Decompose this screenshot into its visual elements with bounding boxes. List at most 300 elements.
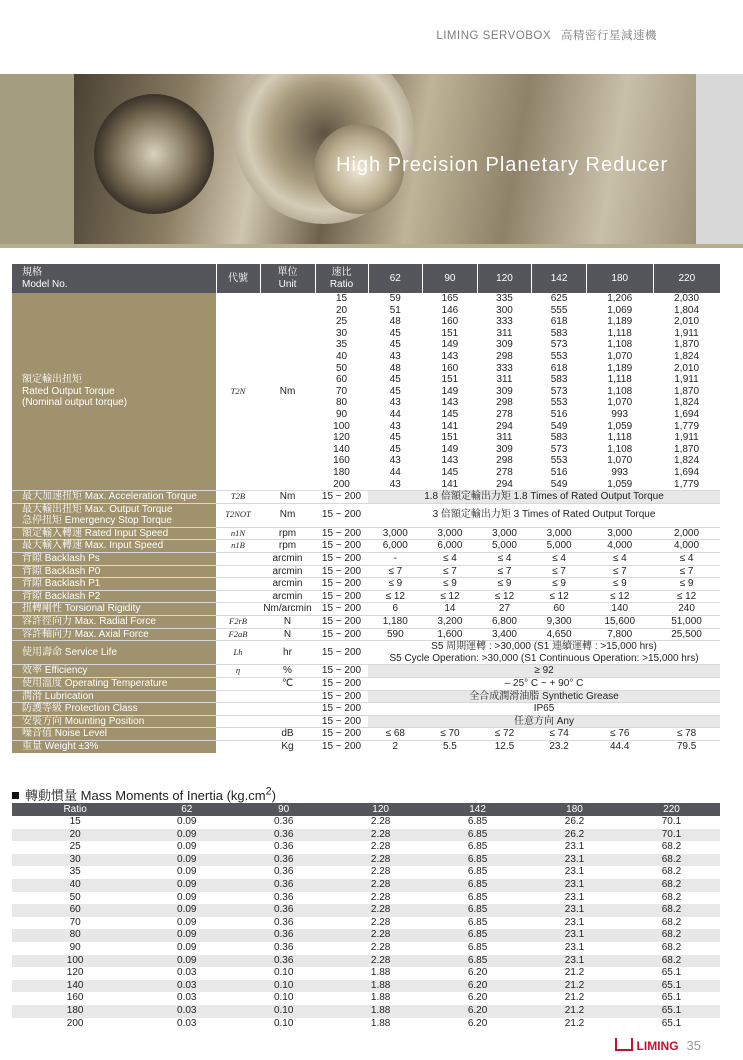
inertia-row [12, 904, 720, 917]
inertia-cell: 23.1 [564, 891, 585, 903]
ratio-cell: 15 ~ 200 [315, 565, 368, 578]
torque-value: 278 [496, 408, 513, 420]
spec-value: 1.8 倍額定輸出力矩 1.8 Times of Rated Output Torque [368, 491, 720, 504]
banner-side-strip [696, 74, 743, 248]
inertia-cell: 0.09 [138, 829, 235, 842]
spec-unit: arcmin [260, 553, 315, 566]
inertia-cell: 6.85 [429, 955, 526, 968]
inertia-cell: 23.1 [564, 866, 585, 878]
inertia-cell: 26.2 [526, 829, 623, 842]
torque-value: 309 [496, 443, 513, 455]
spec-symbol [216, 728, 260, 741]
spec-value: 5,000 [477, 540, 532, 553]
spec-row [12, 715, 720, 728]
inertia-cell: 0.10 [235, 1005, 332, 1018]
torque-value: 1,824 [674, 397, 700, 409]
page-header [436, 27, 657, 43]
inertia-cell: 0.09 [177, 941, 197, 953]
torque-value: 1,824 [674, 455, 700, 467]
spec-label: 最大輸入轉速 Max. Input Speed [12, 540, 216, 553]
spec-value: ≤ 7 [477, 565, 532, 578]
spec-value: ≤ 9 [653, 578, 720, 591]
ratio-cell: 15 [335, 293, 348, 304]
torque-value: 149 [441, 443, 459, 455]
inertia-row [12, 841, 720, 854]
spec-row [12, 527, 720, 540]
spec-value: 60 [532, 603, 587, 616]
ratio-cell: 15 ~ 200 [315, 703, 368, 716]
spec-symbol [216, 678, 260, 691]
ratio-cell: 15 ~ 200 [315, 540, 368, 553]
torque-value: 1,059 [607, 420, 633, 432]
spec-label: 效率 Efficiency [12, 665, 216, 678]
inertia-cell: 0.36 [273, 891, 294, 903]
torque-value: 618 [550, 316, 568, 328]
inertia-cell: 65.1 [623, 980, 720, 993]
torque-value: 294 [496, 420, 513, 432]
torque-value: 151 [441, 374, 459, 386]
torque-value: 141 [441, 478, 459, 490]
spec-label: 背隙 Backlash P1 [12, 578, 216, 591]
brand-name: LIMING SERVOBOX [436, 30, 551, 42]
spec-label: 使用壽命 Service Life [12, 641, 216, 665]
spec-unit: arcmin [260, 590, 315, 603]
spec-label: 最大加速扭矩 Max. Acceleration Torque [12, 491, 216, 504]
spec-value: ≤ 9 [423, 578, 478, 591]
inertia-cell: 0.09 [138, 904, 235, 917]
spec-row [12, 690, 720, 703]
torque-value: 145 [441, 466, 459, 478]
inertia-header: 62 [138, 803, 235, 816]
torque-value: 1,118 [607, 432, 632, 444]
inertia-cell: 0.36 [273, 941, 294, 953]
inertia-row [12, 879, 720, 892]
torque-value: 44 [389, 466, 401, 478]
spec-symbol: F2aB [216, 628, 260, 641]
spec-symbol [216, 578, 260, 591]
inertia-cell: 68.2 [661, 866, 682, 878]
inertia-cell: 15 [69, 816, 81, 827]
torque-value: 43 [389, 397, 401, 409]
spec-value: 3,200 [423, 616, 478, 629]
inertia-cell: 35 [69, 866, 81, 878]
spec-unit: arcmin [260, 578, 315, 591]
spec-row [12, 603, 720, 616]
spec-value: 4,000 [653, 540, 720, 553]
spec-value: ≤ 4 [423, 553, 478, 566]
inertia-cell: 2.28 [370, 941, 391, 953]
spec-value: ≤ 70 [423, 728, 478, 741]
inertia-cell: 0.03 [138, 980, 235, 993]
spec-label: 使用溫度 Operating Temperature [12, 678, 216, 691]
spec-row [12, 728, 720, 741]
spec-value: 6,000 [368, 540, 423, 553]
inertia-cell: 160 [66, 992, 84, 1004]
inertia-cell: 68.2 [623, 879, 720, 892]
spec-row [12, 491, 720, 504]
inertia-header: 90 [235, 803, 332, 816]
inertia-cell: 0.09 [177, 891, 197, 903]
torque-value: 149 [441, 385, 459, 397]
inertia-cell: 80 [12, 929, 138, 942]
size-header: 142 [532, 264, 587, 293]
ratio-cell: 35 [335, 339, 348, 351]
torque-value: 309 [496, 339, 513, 351]
spec-value: IP65 [368, 703, 720, 716]
ratio-cell: 70 [335, 385, 348, 397]
torque-value: 573 [550, 443, 568, 455]
inertia-cell: 21.2 [564, 1017, 585, 1029]
spec-label: 額定輸入轉速 Rated Input Speed [12, 527, 216, 540]
inertia-cell: 100 [12, 955, 138, 968]
spec-label: 背隙 Backlash Ps [12, 553, 216, 566]
inertia-cell: 6.85 [429, 879, 526, 892]
torque-value: 45 [389, 443, 401, 455]
inertia-cell: 2.28 [332, 929, 429, 942]
spec-value: 23.2 [532, 740, 587, 752]
inertia-row [12, 854, 720, 867]
inertia-cell: 2.28 [332, 904, 429, 917]
ratio-cell: 80 [335, 397, 348, 409]
spec-value: 3,000 [423, 527, 478, 540]
product-line-cn: 高精密行星減速機 [561, 30, 657, 42]
liming-logo-icon [615, 1038, 633, 1051]
torque-value: 553 [550, 455, 568, 467]
spec-unit: hr [260, 641, 315, 665]
inertia-cell: 21.2 [564, 967, 585, 979]
torque-value: 1,804 [674, 304, 700, 316]
size-header: 220 [653, 264, 720, 293]
spec-value: 3 倍額定輸出力矩 3 Times of Rated Output Torque [368, 503, 720, 527]
ratio-cell: 100 [333, 420, 350, 432]
inertia-cell: 40 [12, 879, 138, 892]
inertia-row [12, 829, 720, 842]
inertia-cell: 68.2 [661, 916, 682, 928]
spec-unit: rpm [260, 527, 315, 540]
spec-label: 背隙 Backlash P0 [12, 565, 216, 578]
inertia-cell: 6.85 [429, 904, 526, 917]
inertia-cell: 0.03 [177, 1017, 197, 1029]
inertia-row [12, 955, 720, 968]
inertia-cell: 0.36 [273, 841, 294, 853]
size-header: 120 [477, 264, 532, 293]
inertia-cell: 0.36 [235, 879, 332, 892]
inertia-cell: 6.20 [429, 980, 526, 993]
spec-value: 15,600 [586, 616, 653, 629]
torque-value: 516 [550, 466, 568, 478]
spec-symbol: T2B [216, 491, 260, 504]
torque-value: 311 [496, 374, 513, 386]
inertia-cell: 120 [66, 967, 84, 979]
ratio-cell: 20 [335, 304, 348, 316]
spec-row [12, 740, 720, 752]
spec-value: ≤ 7 [423, 565, 478, 578]
torque-value: 45 [389, 339, 401, 351]
ratio-cell: 15 ~ 200 [315, 678, 368, 691]
spec-row [12, 553, 720, 566]
spec-unit: rpm [260, 540, 315, 553]
inertia-cell: 0.09 [138, 955, 235, 968]
spec-value: ≤ 7 [368, 565, 423, 578]
inertia-row [12, 1018, 720, 1031]
ratio-cell: 15 ~ 200 [315, 503, 368, 527]
inertia-cell: 23.1 [564, 941, 585, 953]
spec-value: 140 [586, 603, 653, 616]
spec-symbol: T2NOT [216, 503, 260, 527]
torque-value: 333 [496, 316, 513, 328]
torque-value: 1,694 [674, 466, 700, 478]
inertia-cell: 2.28 [370, 916, 391, 928]
spec-label: 噪音值 Noise Level [12, 728, 216, 741]
spec-label: 扭轉剛性 Torsional Rigidity [12, 603, 216, 616]
ratio-cell: 30 [335, 327, 348, 339]
ratio-cell: 15 ~ 200 [315, 578, 368, 591]
spec-unit [260, 703, 315, 716]
inertia-cell: 23.1 [526, 879, 623, 892]
ratio-cell: 180 [333, 466, 350, 478]
spec-unit: N [260, 616, 315, 629]
spec-value: ≤ 7 [653, 565, 720, 578]
torque-unit: Nm [279, 385, 296, 397]
torque-value: 549 [550, 420, 568, 432]
inertia-cell: 0.09 [177, 841, 197, 853]
inertia-header: Ratio [12, 803, 138, 816]
spec-symbol [216, 715, 260, 728]
inertia-row [12, 942, 720, 955]
inertia-heading: 轉動慣量 Mass Moments of Inertia $(kg.cm^2)$ [12, 785, 276, 804]
hero-banner [0, 74, 743, 248]
spec-value: ≤ 12 [653, 590, 720, 603]
inertia-row [12, 1005, 720, 1018]
spec-value: ≤ 76 [586, 728, 653, 741]
inertia-cell: 65.1 [661, 992, 682, 1004]
inertia-cell: 0.03 [138, 1005, 235, 1018]
ratio-cell: 60 [335, 374, 348, 386]
spec-label: 重量 Weight ±3% [12, 740, 216, 752]
inertia-cell: 70.1 [661, 816, 682, 827]
inertia-cell: 1.88 [332, 980, 429, 993]
spec-value: ≤ 72 [477, 728, 532, 741]
torque-value: 555 [550, 304, 568, 316]
torque-value: 1,870 [674, 385, 700, 397]
size-header: 62 [368, 264, 423, 293]
spec-symbol [216, 590, 260, 603]
ratio-cell: 25 [335, 316, 348, 328]
torque-value: 298 [496, 350, 513, 362]
spec-unit: % [260, 665, 315, 678]
torque-value: 1,189 [607, 362, 633, 374]
rated-output-torque-label: 額定輸出扭矩 Rated Output Torque (Nominal output torque) [12, 293, 216, 491]
torque-value: 2,010 [674, 316, 700, 328]
ratio-header: 速比 Ratio [315, 264, 368, 293]
torque-value: 1,118 [607, 374, 632, 386]
spec-value: ≤ 7 [532, 565, 587, 578]
torque-value: 573 [550, 385, 568, 397]
torque-value: 43 [389, 455, 401, 467]
spec-value: ≤ 12 [586, 590, 653, 603]
inertia-header: 220 [623, 803, 720, 816]
inertia-cell: 2.28 [332, 879, 429, 892]
torque-value: 1,824 [674, 350, 700, 362]
spec-value: ≤ 12 [477, 590, 532, 603]
torque-value: 1,118 [607, 327, 632, 339]
torque-value: 553 [550, 350, 568, 362]
banner-title: High Precision Planetary Reducer [336, 154, 669, 176]
torque-value: 143 [441, 397, 459, 409]
spec-row [12, 578, 720, 591]
torque-value: 583 [550, 374, 568, 386]
torque-value: 311 [496, 327, 513, 339]
inertia-cell: 65.1 [623, 1005, 720, 1018]
inertia-cell: 23.1 [564, 841, 585, 853]
inertia-cell: 0.10 [273, 1017, 294, 1029]
spec-label: 防護等級 Protection Class [12, 703, 216, 716]
inertia-cell: 1.88 [370, 967, 391, 979]
spec-row [12, 678, 720, 691]
spec-value: 7,800 [586, 628, 653, 641]
ratio-cell: 120 [333, 432, 350, 444]
torque-value: 151 [441, 432, 459, 444]
torque-value: 1,070 [607, 350, 633, 362]
inertia-cell: 6.20 [429, 1005, 526, 1018]
torque-value: 45 [389, 327, 401, 339]
inertia-cell: 26.2 [564, 816, 585, 827]
spec-value: 3,000 [477, 527, 532, 540]
inertia-cell: 6.85 [429, 929, 526, 942]
spec-symbol: n1B [216, 540, 260, 553]
inertia-cell: 0.10 [235, 980, 332, 993]
spec-label: 潤滑 Lubrication [12, 690, 216, 703]
spec-symbol [216, 703, 260, 716]
ratio-cell: 15 ~ 200 [315, 628, 368, 641]
inertia-header: 142 [429, 803, 526, 816]
spec-unit [260, 715, 315, 728]
spec-label: 容許軸向力 Max. Axial Force [12, 628, 216, 641]
spec-value: 51,000 [653, 616, 720, 629]
inertia-cell: 23.1 [526, 929, 623, 942]
ratio-cell: 50 [335, 362, 348, 374]
spec-unit: arcmin [260, 565, 315, 578]
inertia-cell: 2.28 [370, 841, 391, 853]
spec-value: 3,000 [586, 527, 653, 540]
spec-row [12, 628, 720, 641]
spec-value: 44.4 [586, 740, 653, 752]
spec-symbol [216, 553, 260, 566]
spec-symbol: Lh [216, 641, 260, 665]
torque-value: 298 [496, 455, 513, 467]
torque-value: 309 [496, 385, 513, 397]
spec-value: ≤ 4 [477, 553, 532, 566]
spec-value: 12.5 [477, 740, 532, 752]
torque-value: 143 [441, 350, 459, 362]
spec-value: ≤ 9 [532, 578, 587, 591]
inertia-cell: 0.09 [138, 854, 235, 867]
inertia-cell: 70.1 [623, 829, 720, 842]
torque-value: 1,911 [674, 327, 699, 339]
inertia-cell: 0.36 [235, 854, 332, 867]
torque-value: 1,070 [607, 397, 633, 409]
inertia-cell: 200 [66, 1017, 84, 1029]
torque-value: 149 [441, 339, 459, 351]
spec-value: ≤ 12 [368, 590, 423, 603]
inertia-cell: 68.2 [661, 891, 682, 903]
spec-label: 安裝方向 Mounting Position [12, 715, 216, 728]
torque-value: 1,189 [607, 316, 633, 328]
spec-value: 2 [368, 740, 423, 752]
spec-value: ≤ 74 [532, 728, 587, 741]
inertia-row [12, 967, 720, 980]
inertia-cell: 68.2 [661, 941, 682, 953]
inertia-cell: 0.36 [235, 904, 332, 917]
inertia-cell: 30 [12, 854, 138, 867]
spec-value: 5.5 [423, 740, 478, 752]
torque-value: 146 [441, 304, 459, 316]
inertia-header: 120 [332, 803, 429, 816]
spec-unit: ℃ [260, 678, 315, 691]
ratio-cell: 15 ~ 200 [315, 590, 368, 603]
torque-value: 549 [550, 478, 568, 490]
spec-value: 590 [368, 628, 423, 641]
inertia-table [12, 803, 720, 1030]
inertia-cell: 6.20 [467, 967, 488, 979]
inertia-cell: 6.85 [467, 891, 488, 903]
inertia-cell: 2.28 [370, 891, 391, 903]
spec-unit: Nm [260, 491, 315, 504]
spec-value: 6 [368, 603, 423, 616]
inertia-cell: 1.88 [332, 1005, 429, 1018]
spec-value: 14 [423, 603, 478, 616]
torque-value: 45 [389, 385, 401, 397]
spec-value: 1,180 [368, 616, 423, 629]
spec-value: 4,000 [586, 540, 653, 553]
inertia-cell: 0.36 [235, 955, 332, 968]
service-life-row [12, 641, 720, 665]
torque-value: 43 [389, 478, 401, 490]
spec-label: 最大輸出扭矩 Max. Output Torque 急停扭矩 Emergency Stop Torque [12, 503, 216, 527]
inertia-cell: 23.1 [526, 854, 623, 867]
torque-value: 583 [550, 327, 568, 339]
torque-value: 160 [441, 362, 459, 374]
torque-value: 48 [389, 316, 401, 328]
torque-value: 2,030 [674, 293, 700, 304]
inertia-cell: 0.09 [177, 866, 197, 878]
spec-value: 任意方向 Any [368, 715, 720, 728]
ratio-cell: 15 ~ 200 [315, 740, 368, 752]
spec-label: 背隙 Backlash P2 [12, 590, 216, 603]
ratio-cell: 40 [335, 350, 348, 362]
spec-value: – 25° C ~ + 90° C [368, 678, 720, 691]
torque-value: 43 [389, 420, 401, 432]
torque-value: 625 [550, 293, 568, 304]
torque-value: 583 [550, 432, 568, 444]
ratio-cell: 15 ~ 200 [315, 603, 368, 616]
inertia-cell: 68.2 [661, 841, 682, 853]
spec-value: 79.5 [653, 740, 720, 752]
torque-value: 151 [441, 327, 459, 339]
torque-value: 1,911 [674, 374, 699, 386]
inertia-cell: 140 [12, 980, 138, 993]
size-header: 180 [586, 264, 653, 293]
inertia-cell: 0.10 [273, 992, 294, 1004]
inertia-cell: 21.2 [564, 992, 585, 1004]
spec-symbol: n1N [216, 527, 260, 540]
inertia-cell: 6.85 [467, 941, 488, 953]
spec-value: ≤ 4 [586, 553, 653, 566]
ratio-cell: 140 [333, 443, 350, 455]
inertia-cell: 0.36 [235, 929, 332, 942]
spec-symbol [216, 603, 260, 616]
torque-value: 993 [611, 466, 629, 478]
